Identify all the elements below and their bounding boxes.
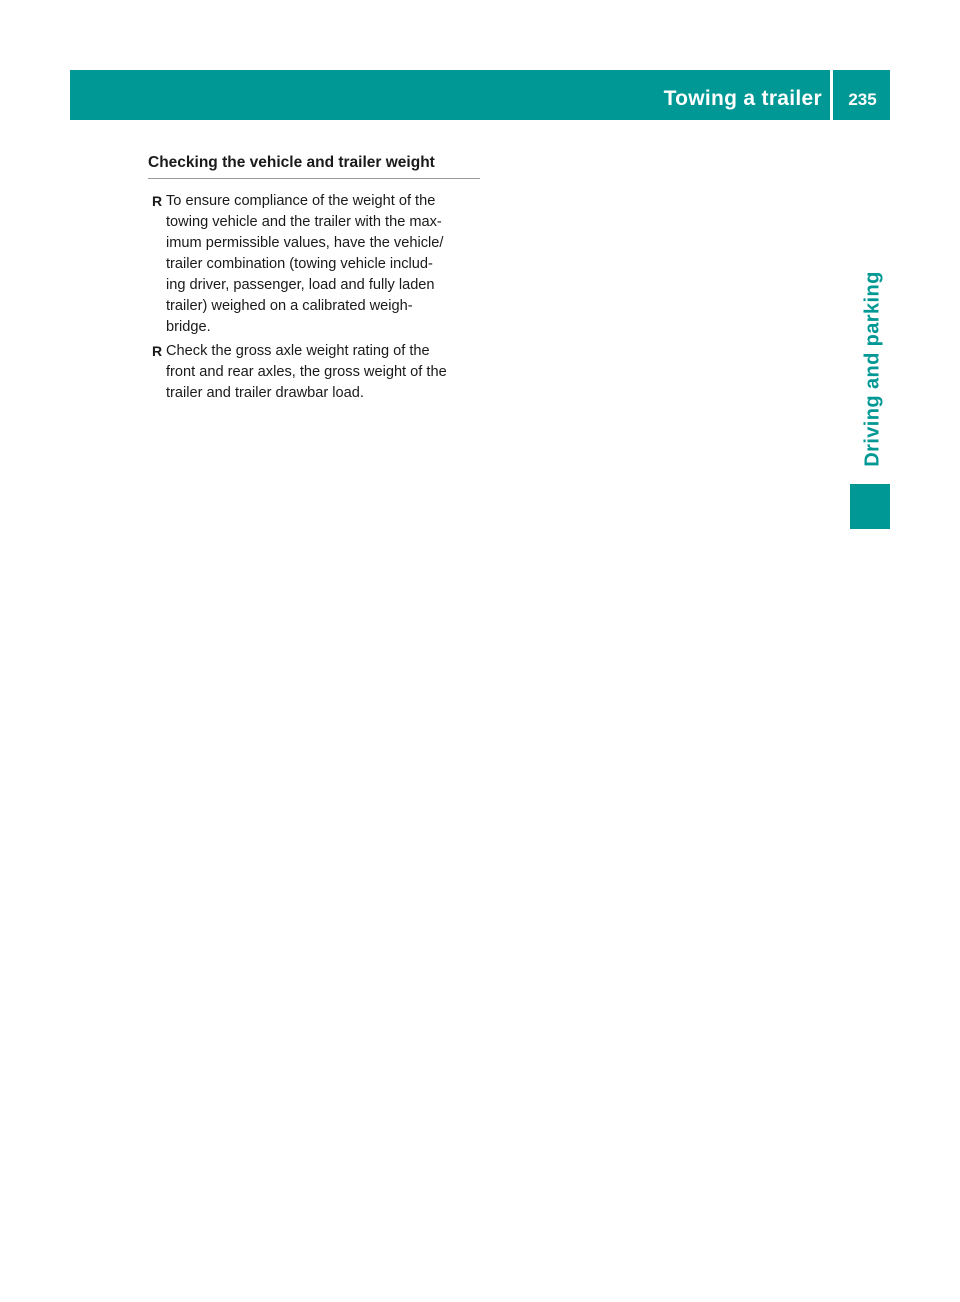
section-heading: Checking the vehicle and trailer weight [148,152,480,179]
text-line: towing vehicle and the trailer with the max- [166,214,442,230]
text-line: trailer and trailer drawbar load. [166,385,364,401]
text-line: trailer) weighed on a calibrated weigh- [166,298,413,314]
text-line: trailer combination (towing vehicle includ- [166,256,433,272]
bullet-list [148,191,480,404]
content-section [148,152,480,404]
text-line: To ensure compliance of the weight of the [166,193,436,209]
page-header [70,70,890,120]
side-tab-marker [850,484,890,529]
list-item [148,341,480,404]
text-line: bridge. [166,319,211,335]
header-divider [830,70,833,120]
bullet-marker: R [152,343,163,359]
text-line: imum permissible values, have the vehicle/ [166,235,444,251]
bullet-marker: R [152,193,163,209]
text-line: front and rear axles, the gross weight of the [166,364,447,380]
chapter-title: Towing a trailer [663,87,822,110]
text-line: ing driver, passenger, load and fully laden [166,277,435,293]
page-number: 235 [848,90,877,109]
list-item [148,191,480,338]
text-line: Check the gross axle weight rating of the [166,343,430,359]
side-tab-label: Driving and parking [861,271,884,467]
